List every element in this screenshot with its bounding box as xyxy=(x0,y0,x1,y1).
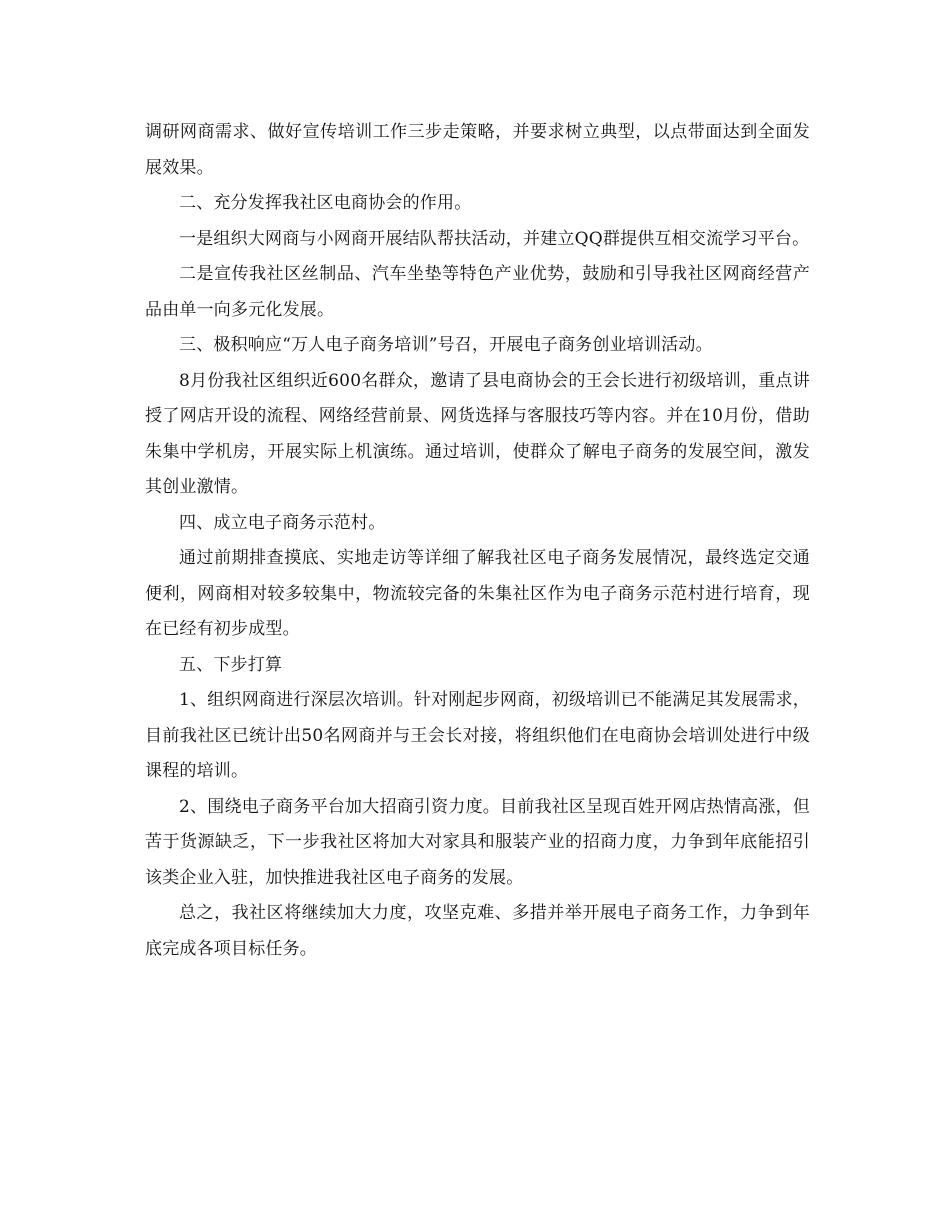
document-body xyxy=(145,115,810,967)
paragraph-plan-2: 2、围绕电子商务平台加大招商引资力度。目前我社区呈现百姓开网店热情高涨，但苦于货源缺乏，下一步我社区将加大对家具和服装产业的招商力度，力争到年底能招引该类企业入驻，加快推进我社区电子商务的发展。 xyxy=(145,796,810,888)
heading-section-3: 三、极积响应“万人电子商务培训”号召，开展电子商务创业培训活动。 xyxy=(179,335,713,355)
heading-section-4: 四、成立电子商务示范村。 xyxy=(179,512,386,533)
heading-section-2: 二、充分发挥我社区电商协会的作用。 xyxy=(179,193,472,213)
paragraph-training: 8月份我社区组织近600名群众，邀请了县电商协会的王会长进行初级培训，重点讲授了网店开设的流程、网络经营前景、网货选择与客服技巧等内容。并在10月份，借助朱集中学机房，开展实际上机演练。通过培训，使群众了解电子商务的发展空间，激发其创业激情。 xyxy=(145,370,810,497)
paragraph-industry-promotion: 二是宣传我社区丝制品、汽车坐垫等特色产业优势，鼓励和引导我社区网商经营产品由单一向多元化发展。 xyxy=(145,264,810,320)
paragraph-mentoring: 一是组织大网商与小网商开展结队帮扶活动，并建立QQ群提供互相交流学习平台。 xyxy=(179,228,810,249)
paragraph-conclusion: 总之，我社区将继续加大力度，攻坚克难、多措并举开展电子商务工作，力争到年底完成各项目标任务。 xyxy=(145,903,810,959)
paragraph-demo-village: 通过前期排查摸底、实地走访等详细了解我社区电子商务发展情况，最终选定交通便利，网商相对较多较集中，物流较完备的朱集社区作为电子商务示范村进行培育，现在已经有初步成型。 xyxy=(145,548,810,639)
paragraph-intro-continuation: 调研网商需求、做好宣传培训工作三步走策略，并要求树立典型，以点带面达到全面发展效果。 xyxy=(145,122,810,178)
paragraph-plan-1: 1、组织网商进行深层次培训。针对刚起步网商，初级培训已不能满足其发展需求，目前我社区已统计出50名网商并与王会长对接，将组织他们在电商协会培训处进行中级课程的培训。 xyxy=(145,690,810,781)
heading-section-5: 五、下步打算 xyxy=(179,654,283,675)
